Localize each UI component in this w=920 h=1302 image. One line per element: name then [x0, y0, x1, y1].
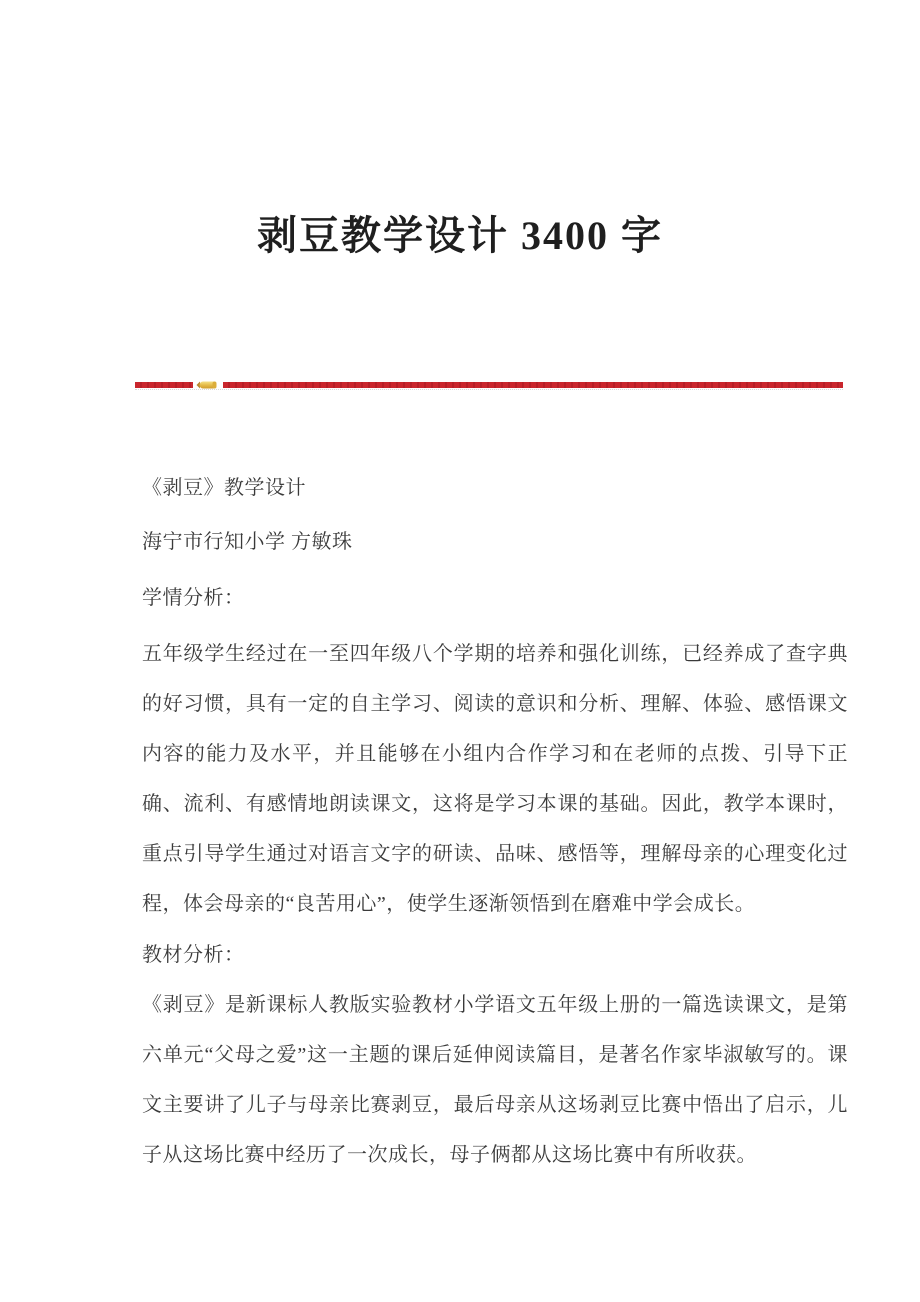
divider-line-left	[135, 382, 193, 388]
document-body	[142, 463, 848, 1180]
section-paragraph-learner-analysis: 五年级学生经过在一至四年级八个学期的培养和强化训练，已经养成了查字典的好习惯，具有一定的自主学习、阅读的意识和分析、理解、体验、感悟课文内容的能力及水平，并且能够在小组内合作学习和在老师的点拨、引导下正确、流利、有感情地朗读课文，这将是学习本课的基础。因此，教学本课时，重点引导学生通过对语言文字的研读、品味、感悟等，理解母亲的心理变化过程，体会母亲的“良苦用心”，使学生逐渐领悟到在磨难中学会成长。	[142, 643, 848, 915]
pencil-icon	[196, 380, 220, 390]
title-divider	[135, 381, 843, 389]
divider-line-right	[223, 382, 843, 388]
divider-icon-gap	[193, 379, 223, 391]
doc-byline: 海宁市行知小学 方敏珠	[142, 531, 353, 553]
section-heading-learner-analysis: 学情分析：	[142, 587, 245, 609]
page-title: 剥豆教学设计 3400 字	[257, 213, 663, 258]
doc-subtitle: 《剥豆》教学设计	[142, 477, 306, 499]
section-paragraph-material-analysis: 《剥豆》是新课标人教版实验教材小学语文五年级上册的一篇选读课文，是第六单元“父母之爱”这一主题的课后延伸阅读篇目，是著名作家毕淑敏写的。课文主要讲了儿子与母亲比赛剥豆，最后母亲从这场剥豆比赛中悟出了启示，儿子从这场比赛中经历了一次成长，母子俩都从这场比赛中有所收获。	[142, 994, 848, 1166]
section-heading-material-analysis: 教材分析：	[142, 944, 245, 966]
